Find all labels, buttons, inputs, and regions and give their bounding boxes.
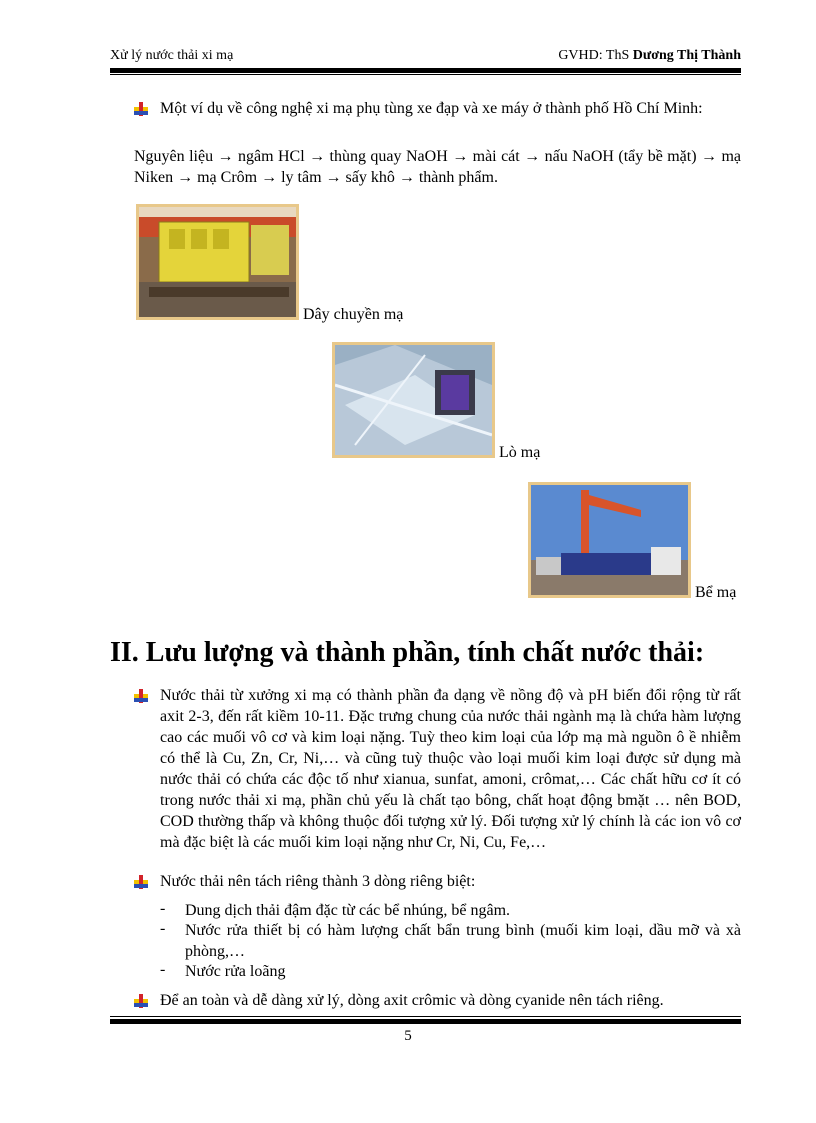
header-instructor-prefix: GVHD: ThS [558, 48, 633, 63]
footer-rule-thin [110, 1016, 741, 1017]
wastewater-description: Nước thải từ xưởng xi mạ có thành phần đa dạng về nồng độ và pH biến đổi rộng từ rất axit 2-3, đến rất kiềm 10-11. Đặc trưng chung của nước thải ngành mạ là chứa hàm lượng cao các muối vô cơ và kim loại nặng. Tuỳ theo kim loại của lớp mạ mà nguồn ô ề nhiễm có thể là Cu, Zn, Cr, Ni,… và cũng tuỳ thuộc vào loại muối kim loại được sử dụng mà nước thải có chứa các độc tố như xianua, sunfat, amoni, crômat,… Các chất hữu cơ ít có trong nước thải xi mạ, phần chủ yếu là chất tạo bông, chất hoạt động bmặt … nên BOD, COD thường thấp và không thuộc đối tượng xử lý. Đối tượng xử lý chính là các ion vô cơ mà đặc biệt là các muối kim loại nặng như Cr, Ni, Cu, Fe,… [160, 687, 741, 851]
plating-tank-photo [528, 482, 691, 598]
header-instructor [558, 48, 741, 64]
figure-caption-3: Bể mạ [695, 584, 737, 601]
stream-item-1: Dung dịch thải đậm đặc từ các bể nhúng, bể ngâm. [185, 902, 511, 919]
footer-rule-thick [110, 1019, 741, 1024]
header-title: Xử lý nước thải xi mạ [110, 48, 234, 63]
header-instructor-name: Dương Thị Thành [632, 48, 741, 63]
page-header [110, 48, 741, 68]
dash-marker: - [160, 900, 166, 917]
section-heading: II. Lưu lượng và thành phần, tính chất nước thải: [110, 637, 705, 668]
figure-caption-2: Lò mạ [499, 444, 541, 461]
dash-marker: - [160, 961, 166, 978]
separation-intro: Nước thải nên tách riêng thành 3 dòng riêng biệt: [160, 873, 476, 890]
page-number: 5 [404, 1028, 412, 1044]
bullet-cross-icon [134, 689, 148, 703]
figure-caption-1: Dây chuyền mạ [303, 306, 404, 323]
bullet-cross-icon [134, 994, 148, 1008]
plating-line-photo [136, 204, 299, 320]
intro-bullet-text: Một ví dụ về công nghệ xi mạ phụ tùng xe đạp và xe máy ở thành phố Hồ Chí Minh: [160, 100, 703, 117]
stream-item-2: Nước rửa thiết bị có hàm lượng chất bẩn trung bình (muối kim loại, dầu mỡ và xà phòng,… [185, 922, 741, 960]
stream-item-3: Nước rửa loãng [185, 963, 286, 980]
process-flow-text: Nguyên liệu → ngâm HCl → thùng quay NaOH → mài cát → nấu NaOH (tẩy bề mặt) → mạ Niken → mạ Crôm → ly tâm → sấy khô → thành phẩm. [134, 148, 741, 186]
bullet-cross-icon [134, 875, 148, 889]
header-rule-thin [110, 74, 741, 75]
plating-furnace-photo [332, 342, 495, 458]
dash-marker: - [160, 920, 166, 937]
header-rule-thick [110, 68, 741, 73]
bullet-cross-icon [134, 102, 148, 116]
safety-note: Để an toàn và dễ dàng xử lý, dòng axit crômic và dòng cyanide nên tách riêng. [160, 992, 664, 1009]
